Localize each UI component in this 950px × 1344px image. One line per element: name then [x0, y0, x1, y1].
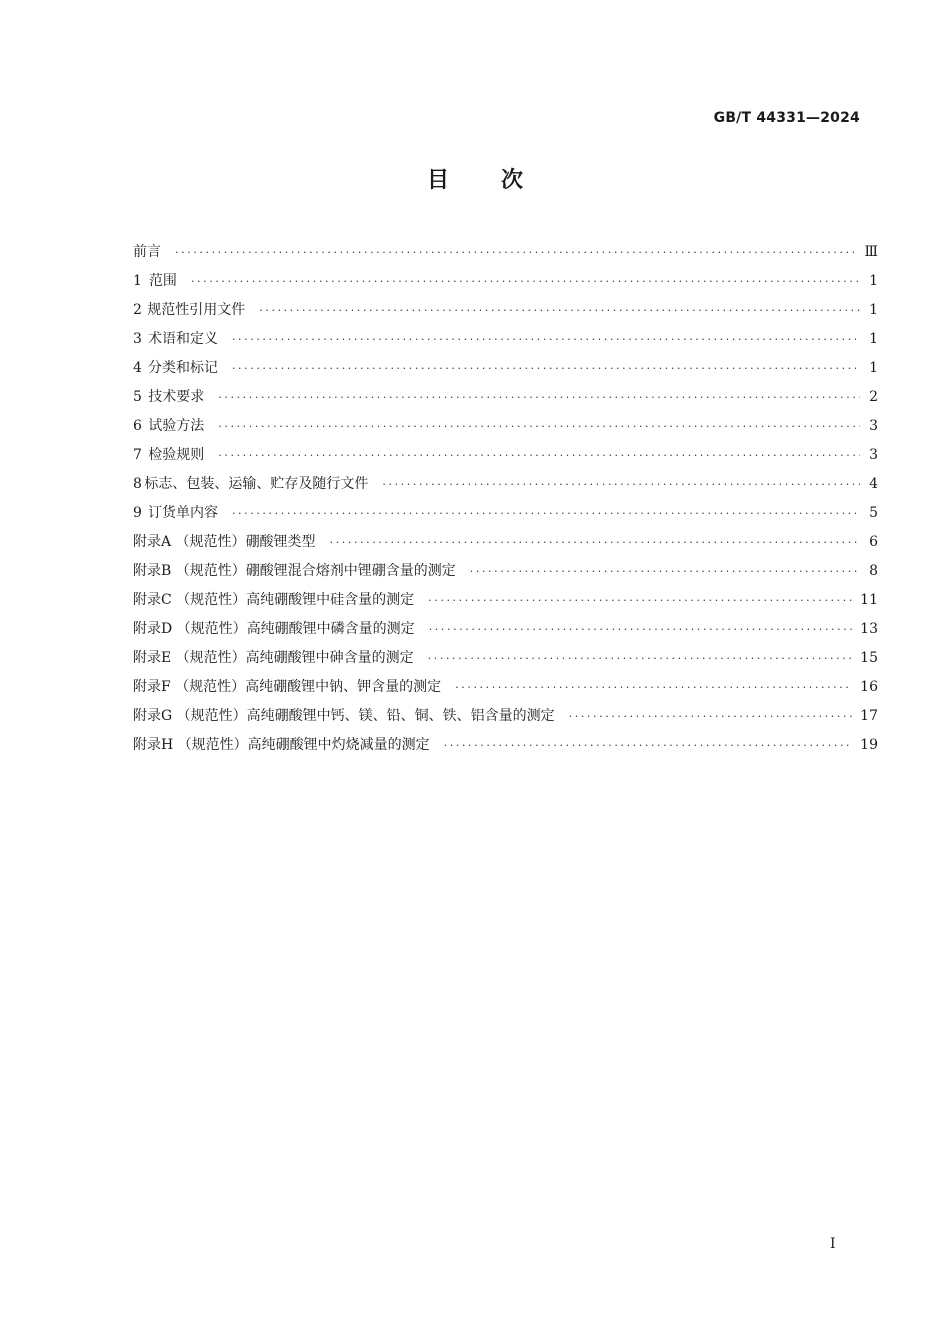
toc-entry-label: 检验规则: [148, 447, 205, 463]
toc-entry-label: 硼酸锂类型: [245, 534, 316, 550]
toc-entry-page: 17: [860, 708, 878, 724]
toc-entry-label: 术语和定义: [147, 331, 218, 347]
toc-entry-number: 8: [133, 476, 142, 492]
leader-dots: [259, 304, 860, 317]
toc-entry-number: 5: [133, 389, 142, 405]
toc-entry-page: 15: [860, 650, 878, 666]
toc-entry-label: 订货单内容: [147, 505, 218, 521]
leader-dots: [218, 420, 860, 433]
toc-entry-7[interactable]: [133, 444, 878, 473]
toc-entry-number: 1: [133, 273, 142, 289]
leader-dots: [191, 275, 860, 288]
toc-entry-number: 7: [133, 447, 142, 463]
toc-entry-page: 3: [869, 418, 878, 434]
toc-entry-label: 高纯硼酸锂中砷含量的测定: [245, 650, 414, 666]
toc-entry-6[interactable]: [133, 415, 878, 444]
toc-entry-page: 8: [869, 563, 878, 579]
toc-entry-5[interactable]: [133, 386, 878, 415]
toc-entry-number: 3: [133, 331, 142, 347]
leader-dots: [232, 362, 860, 375]
toc-entry-page: 13: [860, 621, 878, 637]
toc-entry-appendix-c[interactable]: [133, 589, 878, 618]
toc-entry-page: 19: [860, 737, 878, 753]
appendix-prefix: 附录H （规范性）: [133, 737, 248, 753]
toc-entry-label: 规范性引用文件: [147, 302, 246, 318]
toc-entry-appendix-g[interactable]: [133, 705, 878, 734]
toc-entry-4[interactable]: [133, 357, 878, 386]
toc-entry-page: 1: [869, 273, 878, 289]
toc-entry-2[interactable]: [133, 299, 878, 328]
toc-entry-page: 6: [869, 534, 878, 550]
toc-entry-label: 高纯硼酸锂中钠、钾含量的测定: [245, 679, 442, 695]
appendix-prefix: 附录D （规范性）: [133, 621, 247, 637]
toc-entry-label: 高纯硼酸锂中硅含量的测定: [246, 592, 415, 608]
leader-dots: [232, 333, 860, 346]
leader-dots: [429, 623, 852, 636]
toc-entry-label: 技术要求: [148, 389, 205, 405]
toc-entry-appendix-d[interactable]: [133, 618, 878, 647]
toc-entry-appendix-f[interactable]: [133, 676, 878, 705]
toc-entry-appendix-b[interactable]: [133, 560, 878, 589]
leader-dots: [444, 739, 853, 752]
toc-entry-number: 2: [133, 302, 142, 318]
leader-dots: [569, 710, 853, 723]
appendix-prefix: 附录E （规范性）: [133, 650, 246, 666]
toc-entry-label: 试验方法: [148, 418, 205, 434]
page-number: Ⅰ: [830, 1236, 836, 1252]
toc-entry-number: 6: [133, 418, 142, 434]
leader-dots: [455, 681, 852, 694]
toc-entry-page: 16: [860, 679, 878, 695]
toc-entry-appendix-e[interactable]: [133, 647, 878, 676]
appendix-prefix: 附录A （规范性）: [133, 534, 246, 550]
toc-entry-label: 高纯硼酸锂中磷含量的测定: [246, 621, 415, 637]
toc-entry-page: 1: [869, 360, 878, 376]
toc-entry-8[interactable]: [133, 473, 878, 502]
appendix-prefix: 附录G （规范性）: [133, 708, 247, 724]
toc-entry-number: 4: [133, 360, 142, 376]
toc-entry-page: 11: [860, 592, 878, 608]
toc-entry-label: 前言: [133, 244, 161, 260]
toc-entry-page: Ⅲ: [864, 244, 878, 260]
toc-entry-appendix-h[interactable]: [133, 734, 878, 763]
toc-entry-page: 4: [869, 476, 878, 492]
leader-dots: [218, 391, 860, 404]
leader-dots: [428, 652, 853, 665]
table-of-contents: [133, 241, 878, 763]
toc-entry-label: 标志、包装、运输、贮存及随行文件: [144, 476, 369, 492]
toc-entry-9[interactable]: [133, 502, 878, 531]
appendix-prefix: 附录F （规范性）: [133, 679, 246, 695]
standard-number: GB/T 44331—2024: [713, 110, 860, 126]
toc-entry-appendix-a[interactable]: [133, 531, 878, 560]
leader-dots: [218, 449, 860, 462]
toc-entry-page: 5: [869, 505, 878, 521]
leader-dots: [232, 507, 860, 520]
toc-entry-label: 高纯硼酸锂中灼烧减量的测定: [247, 737, 430, 753]
toc-entry-label: 硼酸锂混合熔剂中锂硼含量的测定: [245, 563, 456, 579]
toc-entry-foreword[interactable]: [133, 241, 878, 270]
leader-dots: [175, 246, 856, 259]
toc-entry-page: 3: [869, 447, 878, 463]
leader-dots: [330, 536, 860, 549]
leader-dots: [428, 594, 852, 607]
appendix-prefix: 附录C （规范性）: [133, 592, 247, 608]
toc-entry-label: 范围: [148, 273, 177, 289]
toc-entry-page: 1: [869, 331, 878, 347]
toc-entry-page: 2: [869, 389, 878, 405]
leader-dots: [382, 478, 860, 491]
toc-entry-page: 1: [869, 302, 878, 318]
toc-entry-label: 分类和标记: [147, 360, 218, 376]
toc-entry-number: 9: [133, 505, 142, 521]
leader-dots: [470, 565, 860, 578]
toc-entry-label: 高纯硼酸锂中钙、镁、铅、铜、铁、铝含量的测定: [246, 708, 555, 724]
toc-entry-3[interactable]: [133, 328, 878, 357]
appendix-prefix: 附录B （规范性）: [133, 563, 246, 579]
toc-entry-1[interactable]: [133, 270, 878, 299]
page-title: 目次: [426, 168, 575, 193]
